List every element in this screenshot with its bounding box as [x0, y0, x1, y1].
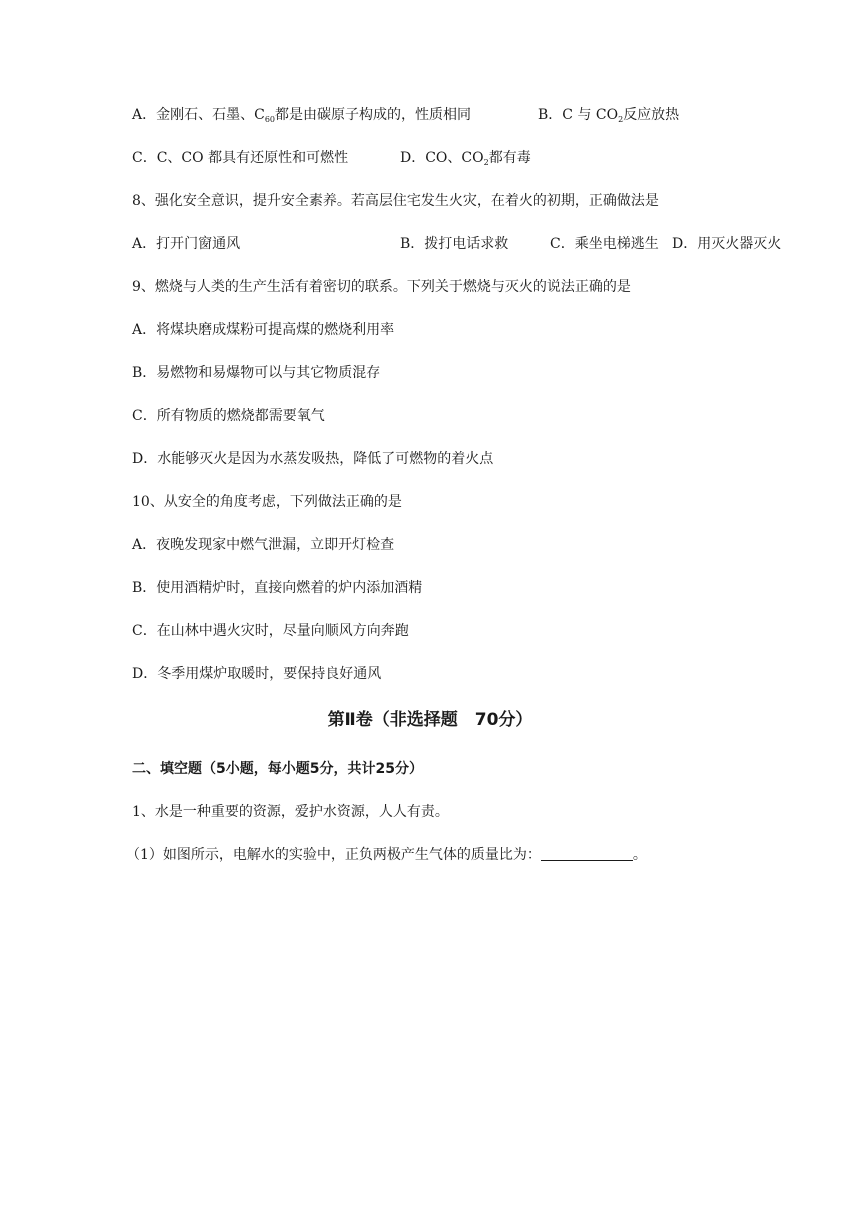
fill1-sub1-period: 。: [632, 847, 647, 863]
q7-option-d: [400, 148, 531, 173]
q10-stem: 10、从安全的角度考虑，下列做法正确的是: [132, 494, 402, 510]
q7-option-a-text: A．金刚石、石墨、C: [132, 107, 265, 123]
q7-option-a: [132, 105, 471, 130]
q10-option-b: B．使用酒精炉时，直接向燃着的炉内添加酒精: [132, 580, 423, 596]
q7-option-a-subscript: 60: [264, 115, 276, 124]
fill-in-part-heading: 二、填空题（5小题，每小题5分，共计25分）: [132, 761, 423, 777]
q7-option-d-text-tail: 都有毒: [488, 150, 531, 166]
q9-option-d: D．水能够灭火是因为水蒸发吸热，降低了可燃物的着火点: [132, 451, 494, 467]
q10-option-a: A．夜晚发现家中燃气泄漏，立即开灯检查: [132, 537, 395, 553]
q9-option-a: A．将煤块磨成煤粉可提高煤的燃烧利用率: [132, 322, 395, 338]
q7-option-b-text-tail: 反应放热: [623, 107, 680, 123]
q7-option-c: C．C、CO 都具有还原性和可燃性: [132, 150, 349, 166]
fill1-sub1: [126, 845, 647, 865]
q7-option-b-subscript: 2: [618, 115, 624, 124]
q8-option-d: D．用灭火器灭火: [672, 236, 782, 252]
q9-option-c: C．所有物质的燃烧都需要氧气: [132, 408, 325, 424]
q7-option-b: [538, 105, 679, 130]
q9-stem: 9、燃烧与人类的生产生活有着密切的联系。下列关于燃烧与灭火的说法正确的是: [132, 279, 631, 295]
q7-option-d-text: D．CO、CO: [400, 150, 484, 166]
q7-option-a-text-tail: 都是由碳原子构成的，性质相同: [275, 107, 472, 123]
q8-option-c: C．乘坐电梯逃生: [550, 236, 659, 252]
q9-option-b: B．易燃物和易爆物可以与其它物质混存: [132, 365, 381, 381]
q8-stem: 8、强化安全意识，提升安全素养。若高层住宅发生火灾，在着火的初期，正确做法是: [132, 193, 659, 209]
fill1-sub1-text: （1）如图所示，电解水的实验中，正负两极产生气体的质量比为：: [126, 847, 541, 863]
q7-option-d-subscript: 2: [483, 158, 489, 167]
q10-option-c: C．在山林中遇火灾时，尽量向顺风方向奔跑: [132, 623, 409, 639]
fill1-stem: 1、水是一种重要的资源，爱护水资源，人人有责。: [132, 804, 449, 820]
q10-option-d: D．冬季用煤炉取暖时，要保持良好通风: [132, 666, 382, 682]
q7-option-b-text: B．C 与 CO: [538, 107, 619, 123]
section-ii-title: 第Ⅱ卷（非选择题 70分）: [327, 710, 533, 730]
q8-option-a: A．打开门窗通风: [132, 236, 241, 252]
answer-blank[interactable]: [541, 846, 633, 861]
q8-option-b: B．拨打电话求救: [400, 236, 509, 252]
